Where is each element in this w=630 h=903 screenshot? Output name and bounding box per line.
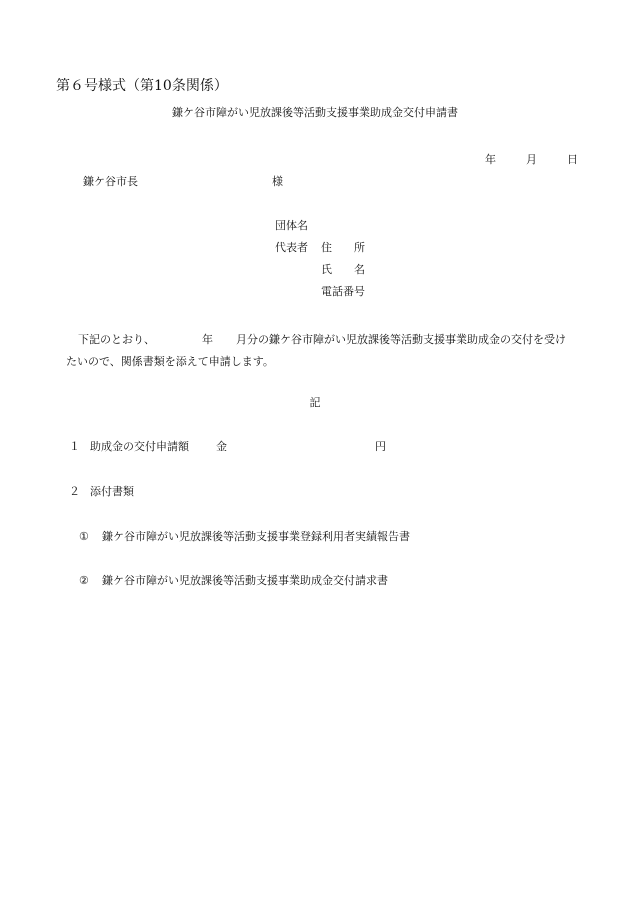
attachment-1-text: 鎌ケ谷市障がい児放課後等活動支援事業登録利用者実績報告書 <box>102 530 410 543</box>
addressee: 鎌ケ谷市長 <box>83 175 138 188</box>
representative-label: 代表者 <box>275 241 308 254</box>
date-day-label: 日 <box>567 153 578 166</box>
address-label: 住 所 <box>321 241 365 254</box>
item1-kin: 金 <box>216 440 227 453</box>
name-label: 氏 名 <box>321 263 365 276</box>
attachment-2-text: 鎌ケ谷市障がい児放課後等活動支援事業助成金交付請求書 <box>102 574 388 587</box>
item2-label: 添付書類 <box>90 485 134 498</box>
item1-label: 助成金の交付申請額 <box>90 440 189 453</box>
item1-yen: 円 <box>375 440 386 453</box>
body-line1-year: 年 <box>202 333 213 346</box>
phone-label: 電話番号 <box>321 285 365 298</box>
body-line1-a: 下記のとおり、 <box>78 333 155 346</box>
attachment-1-mark: ① <box>79 530 89 543</box>
date-year-label: 年 <box>485 153 496 166</box>
body-line2: たいので、関係書類を添えて申請します。 <box>66 355 274 368</box>
document-title: 鎌ケ谷市障がい児放課後等活動支援事業助成金交付申請書 <box>172 106 458 119</box>
attachment-2-mark: ② <box>79 574 89 587</box>
honorific: 様 <box>272 175 283 188</box>
body-line1-b: 月分の鎌ケ谷市障がい児放課後等活動支援事業助成金の交付を受け <box>236 333 566 346</box>
date-month-label: 月 <box>526 153 537 166</box>
organization-label: 団体名 <box>275 219 308 232</box>
item1-number: １ <box>69 440 80 453</box>
ki-heading: 記 <box>309 396 321 409</box>
form-number: 第６号様式（第10条関係） <box>56 78 228 94</box>
item2-number: ２ <box>69 485 80 498</box>
